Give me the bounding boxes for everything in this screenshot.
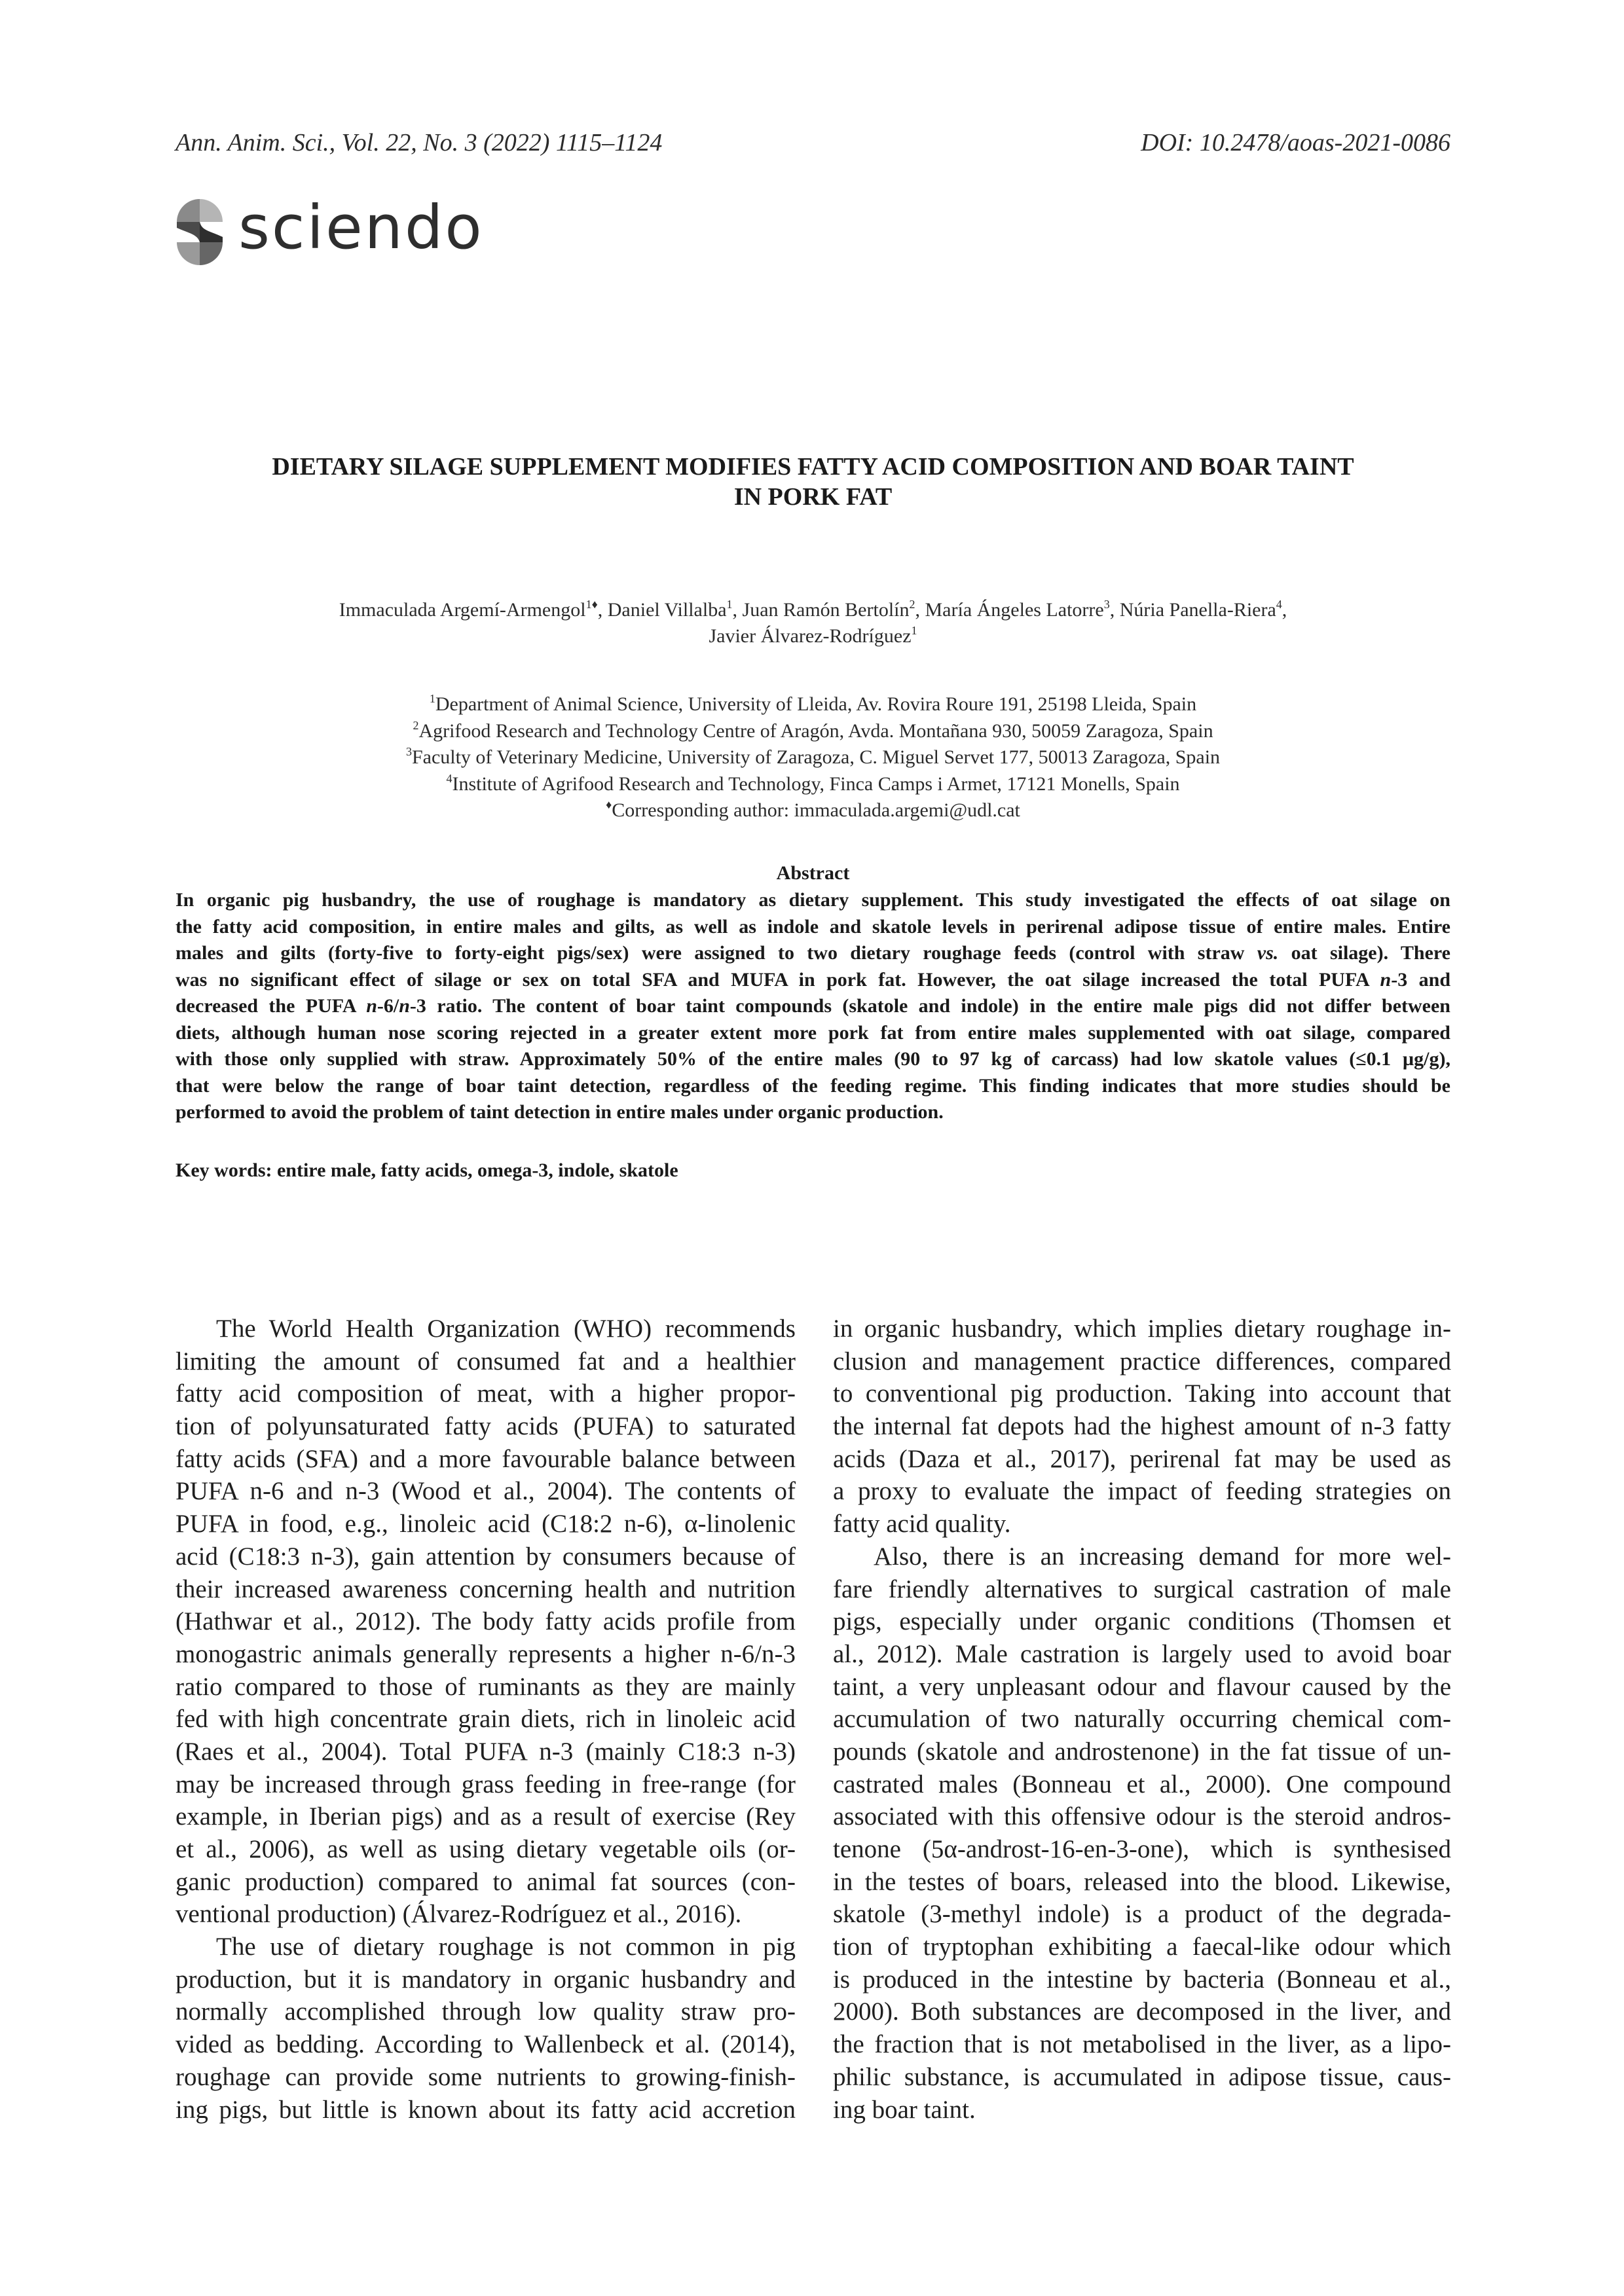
body-text-line: fare friendly alternatives to surgical castration of male [833,1575,1451,1603]
body-text-line: their increased awareness concerning health and nutrition [175,1575,796,1603]
affiliation-text: Institute of Agrifood Research and Technology, Finca Camps i Armet, 17121 Monells, Spain [452,773,1180,795]
abstract-line: In organic pig husbandry, the use of roughage is mandatory as dietary supplement. This study investigated the effects of oat silage on [175,889,1450,911]
logo-wordmark: sciendo [238,192,484,263]
body-text-line: Also, there is an increasing demand for more wel- [874,1542,1451,1571]
abstract-line: that were below the range of boar taint detection, regardless of the feeding regime. This finding indicates that more studies should be [175,1074,1450,1097]
abstract-line: decreased the PUFA n-6/n-3 ratio. The content of boar taint compounds (skatole and indole) in the entire male pigs did not differ between [175,995,1450,1017]
abstract-line: diets, although human nose scoring rejected in a greater extent more pork fat from entire males supplemented with oat silage, compared [175,1021,1450,1044]
body-text-line: pounds (skatole and androstenone) in the fat tissue of un- [833,1737,1451,1766]
body-text-line: (Raes et al., 2004). Total PUFA n-3 (mainly C18:3 n-3) [175,1737,796,1766]
author-separator: , [732,599,743,621]
keywords: Key words: entire male, fatty acids, omega-3, indole, skatole [175,1159,678,1181]
body-text-line: 2000). Both substances are decomposed in the liver, and [833,1997,1451,2026]
author-affiliation-mark: 1 [911,624,917,637]
author-affiliation-mark: 1 [726,598,733,611]
abstract-heading: Abstract [776,862,850,884]
abstract-line: was no significant effect of silage or sex on total SFA and MUFA in pork fat. However, the oat silage increased the total PUFA n-3 and [175,968,1451,991]
body-text-line: et al., 2006), as well as using dietary vegetable oils (or- [175,1835,796,1863]
body-text-line: to conventional pig production. Taking into account that [833,1379,1451,1408]
author-separator: , [1282,599,1287,621]
abstract-line: the fatty acid composition, in entire males and gilts, as well as indole and skatole levels in perirenal adipose tissue of entire males. Entire [175,915,1450,938]
body-text-line: tenone (5α-androst-16-en-3-one), which is synthesised [833,1835,1451,1863]
abstract-line: with those only supplied with straw. Approximately 50% of the entire males (90 to 97 kg of carcass) had low skatole values (≤0.1 µg/g), [175,1048,1450,1070]
author-name: Javier Álvarez-Rodríguez [709,625,912,647]
body-text-line: acids (Daza et al., 2017), perirenal fat may be used as [833,1444,1451,1473]
body-text-line: fatty acid quality. [833,1510,1011,1539]
author-separator: , [597,599,608,621]
body-text-line: production, but it is mandatory in organic husbandry and [175,1965,796,1994]
author-name: Juan Ramón Bertolín [742,599,910,621]
body-text-line: the fraction that is not metabolised in the liver, as a lipo- [833,2030,1451,2059]
body-text-line: normally accomplished through low quality straw pro- [175,1997,796,2026]
body-text-line: is produced in the intestine by bacteria (Bonneau et al., [833,1965,1451,1994]
body-text-line: PUFA n-6 and n-3 (Wood et al., 2004). The contents of [175,1477,796,1506]
affiliation [175,718,1450,745]
affiliation-list [175,691,1450,824]
body-text-line: fed with high concentrate grain diets, rich in linoleic acid [175,1705,796,1734]
affiliation-mark: 3 [405,745,412,758]
body-text-line: monogastric animals generally represents a higher n-6/n-3 [175,1639,796,1668]
author-separator: , [1109,599,1120,621]
abstract-body [175,887,1450,1126]
affiliation [175,771,1450,798]
body-text-line: roughage can provide some nutrients to growing-finish- [175,2062,796,2091]
body-text-line: pigs, especially under organic conditions (Thomsen et [833,1607,1451,1636]
author-name: María Ángeles Latorre [925,599,1104,621]
author-name: Immaculada Argemí-Armengol [339,599,586,621]
corresponding-author-email[interactable]: Corresponding author: immaculada.argemi@udl.cat [612,799,1020,821]
author-affiliation-mark: 2 [909,598,915,611]
affiliation-text: Faculty of Veterinary Medicine, University of Zaragoza, C. Miguel Servet 177, 50013 Zaragoza, Spain [411,746,1221,768]
article-title [175,452,1450,512]
title-line-2: IN PORK FAT [733,483,893,511]
affiliation-mark: 4 [446,771,452,785]
body-text-line: clusion and management practice differences, compared [833,1347,1451,1376]
sciendo-logo-icon [175,198,224,266]
body-text-line: The use of dietary roughage is not common in pig [216,1933,796,1961]
author-affiliation-mark: 1♦ [585,598,598,611]
affiliation-mark: 1 [429,692,435,705]
corresponding-mark: ♦ [606,798,612,811]
body-column-right [833,1313,1451,2126]
affiliation-mark: 2 [413,718,419,732]
body-text-line: tion of tryptophan exhibiting a faecal-like odour which [833,1933,1451,1961]
author-list [175,597,1450,649]
publisher-logo [175,192,484,266]
body-text-line: PUFA in food, e.g., linoleic acid (C18:2 n-6), α-linolenic [175,1510,796,1539]
author-separator: , [915,599,925,621]
body-text-line: limiting the amount of consumed fat and a healthier [175,1347,796,1376]
author-line-2 [175,623,1450,649]
affiliation [175,691,1450,718]
doi[interactable]: DOI: 10.2478/aoas-2021-0086 [1141,129,1450,156]
body-text-line: philic substance, is accumulated in adipose tissue, caus- [833,2062,1451,2091]
body-text-line: taint, a very unpleasant odour and flavour caused by the [833,1672,1451,1701]
body-text-line: ing pigs, but little is known about its fatty acid accretion [175,2095,796,2124]
author-name: Núria Panella-Riera [1119,599,1276,621]
body-column-left [175,1313,796,2126]
author-affiliation-mark: 3 [1103,598,1110,611]
body-text-line: fatty acid composition of meat, with a higher propor- [175,1379,796,1408]
body-text-line: a proxy to evaluate the impact of feeding strategies on [833,1477,1451,1506]
author-name: Daniel Villalba [607,599,727,621]
body-text-line: in the testes of boars, released into the blood. Likewise, [833,1867,1451,1896]
author-affiliation-mark: 4 [1276,598,1282,611]
abstract-line: males and gilts (forty-five to forty-eight pigs/sex) were assigned to two dietary roughage feeds (control with straw vs. oat silage). There [175,942,1450,964]
author-line-1 [175,597,1450,623]
body-text-line: vided as bedding. According to Wallenbeck et al. (2014), [175,2030,796,2059]
body-text-line: tion of polyunsaturated fatty acids (PUFA) to saturated [175,1412,796,1441]
body-text-line: ventional production) (Álvarez-Rodríguez et al., 2016). [175,1900,742,1929]
body-text-line: castrated males (Bonneau et al., 2000). One compound [833,1770,1451,1798]
body-text-line: in organic husbandry, which implies dietary roughage in- [833,1315,1451,1343]
journal-citation: Ann. Anim. Sci., Vol. 22, No. 3 (2022) 1115–1124 [175,129,663,156]
body-text-line: associated with this offensive odour is the steroid andros- [833,1802,1451,1831]
corresponding-author[interactable] [175,797,1450,824]
body-text-line: example, in Iberian pigs) and as a result of exercise (Rey [175,1802,796,1831]
affiliation [175,744,1450,771]
body-text-line: the internal fat depots had the highest amount of n-3 fatty [833,1412,1451,1441]
body-text-line: ratio compared to those of ruminants as they are mainly [175,1672,796,1701]
body-text-line: accumulation of two naturally occurring chemical com- [833,1705,1451,1734]
body-text-line: al., 2012). Male castration is largely used to avoid boar [833,1639,1451,1668]
body-text-line: may be increased through grass feeding in free-range (for [175,1770,796,1798]
affiliation-text: Agrifood Research and Technology Centre of Aragón, Avda. Montañana 930, 50059 Zaragoza, Spain [418,720,1213,742]
affiliation-text: Department of Animal Science, University of Lleida, Av. Rovira Roure 191, 25198 Lleida, Spain [435,693,1197,715]
body-text-line: (Hathwar et al., 2012). The body fatty acids profile from [175,1607,796,1636]
body-text-line: fatty acids (SFA) and a more favourable balance between [175,1444,796,1473]
body-text-line: ganic production) compared to animal fat sources (con- [175,1867,796,1896]
title-line-1: DIETARY SILAGE SUPPLEMENT MODIFIES FATTY ACID COMPOSITION AND BOAR TAINT [272,453,1354,481]
abstract-line: performed to avoid the problem of taint detection in entire males under organic production. [175,1101,944,1123]
body-text-line: ing boar taint. [833,2095,976,2124]
body-text-line: The World Health Organization (WHO) recommends [216,1315,796,1343]
body-text-line: acid (C18:3 n-3), gain attention by consumers because of [175,1542,796,1571]
body-text-line: skatole (3-methyl indole) is a product of the degrada- [833,1900,1451,1929]
